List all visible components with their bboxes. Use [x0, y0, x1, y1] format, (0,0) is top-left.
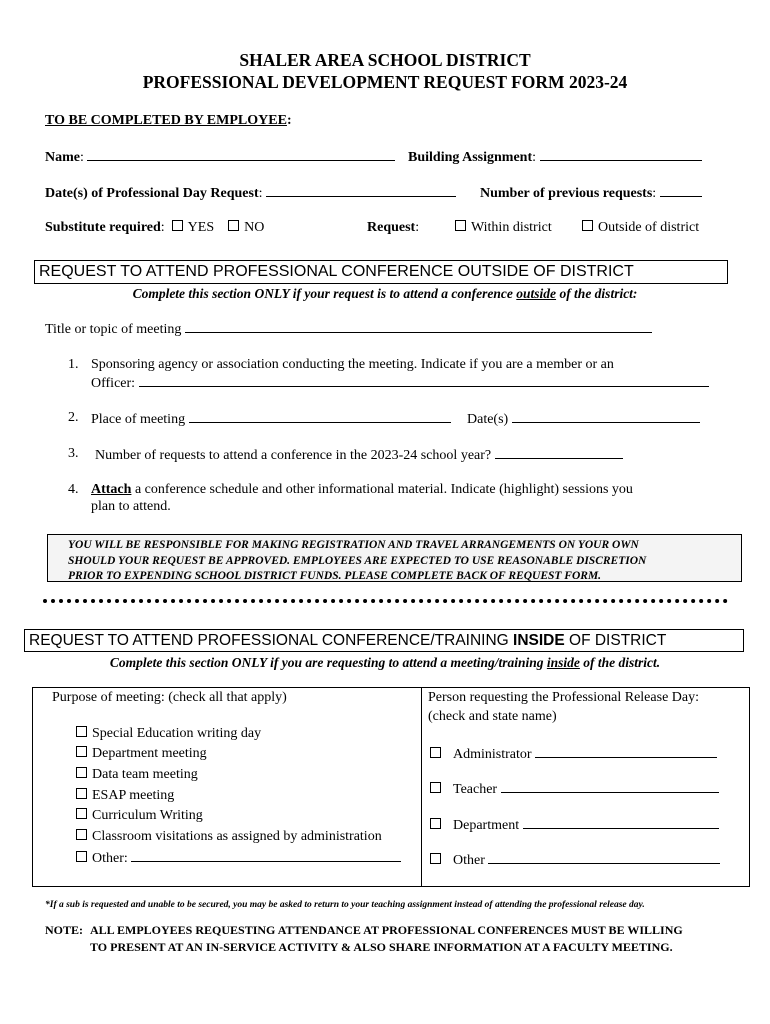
person-checkbox[interactable] [430, 782, 441, 793]
item2-dates-row [467, 410, 700, 428]
outside-district-checkbox[interactable] [582, 220, 593, 231]
outside-section-subtitle: Complete this section ONLY if your request is to attend a conference outside of the district: [132, 286, 638, 301]
purpose-item: Department meeting [76, 746, 207, 762]
purpose-item: Classroom visitations as assigned by administration [76, 829, 382, 845]
person-item: Other [430, 851, 720, 869]
person-name-field[interactable] [523, 816, 719, 829]
yes-label: YES [187, 220, 215, 235]
name-row: Name: [45, 148, 395, 166]
purpose-other-field[interactable] [131, 849, 401, 862]
name-field[interactable] [87, 148, 395, 161]
responsibility-warning: YOU WILL BE RESPONSIBLE FOR MAKING REGISTRATION AND TRAVEL ARRANGEMENTS ON YOUR OWN SHOULD YOUR REQUEST BE APPROVED. EMPLOYEES ARE EXPECTED TO USE REASONABLE DISCRETION PRIOR TO EXPENDING SCHOOL DISTRICT FUNDS. PLEASE COMPLETE BACK OF REQUEST FORM. [47, 534, 742, 582]
dates-row: Date(s) of Professional Day Request: [45, 184, 456, 202]
item3-field[interactable] [495, 446, 623, 459]
request-label: Request [367, 220, 416, 235]
within-option [455, 220, 552, 236]
purpose-item: ESAP meeting [76, 788, 174, 804]
place-field[interactable] [189, 410, 451, 423]
officer-row [91, 374, 709, 392]
person-heading-line1: Person requesting the Professional Release Day: [428, 690, 699, 705]
person-checkbox[interactable] [430, 853, 441, 864]
place-row [91, 410, 451, 428]
employee-heading: TO BE COMPLETED BY EMPLOYEE: [45, 113, 292, 128]
item2-num: 2. [68, 410, 79, 425]
substitute-row: Substitute required: YES NO [45, 220, 265, 235]
topic-field[interactable] [185, 320, 652, 333]
officer-field[interactable] [139, 374, 709, 387]
table-divider [421, 688, 422, 886]
item3-num: 3. [68, 446, 79, 461]
form-title-line1: SHALER AREA SCHOOL DISTRICT [239, 50, 531, 70]
request-row: Request: [367, 220, 420, 235]
section-divider [43, 599, 728, 603]
person-heading-line2: (check and state name) [428, 709, 557, 724]
person-name-field[interactable] [535, 745, 717, 758]
prev-requests-row: Number of previous requests: [480, 184, 702, 202]
item1-num: 1. [68, 357, 79, 372]
purpose-checkbox[interactable] [76, 767, 87, 778]
person-item: Department [430, 816, 719, 834]
dates-label: Date(s) of Professional Day Request [45, 186, 259, 201]
substitute-label: Substitute required [45, 220, 161, 235]
item4-text: Attach a conference schedule and other informational material. Indicate (highlight) sessions you [91, 482, 633, 497]
sub-note: *If a sub is requested and unable to be secured, you may be asked to return to your teaching assignment instead of attending the professional release day. [45, 900, 645, 910]
no-label: NO [244, 220, 265, 235]
within-district-label: Within district [471, 220, 552, 235]
form-title-line2: PROFESSIONAL DEVELOPMENT REQUEST FORM 2023-24 [142, 72, 628, 92]
person-item: Teacher [430, 780, 719, 798]
inside-section-subtitle: Complete this section ONLY if you are requesting to attend a meeting/training inside of the district. [109, 655, 661, 670]
topic-row [45, 320, 652, 338]
prev-requests-label: Number of previous requests [480, 186, 653, 201]
purpose-item: Data team meeting [76, 767, 198, 783]
outside-option [582, 220, 699, 236]
building-row: Building Assignment: [408, 148, 702, 166]
purpose-heading: Purpose of meeting: (check all that apply) [52, 690, 287, 705]
person-checkbox[interactable] [430, 818, 441, 829]
purpose-checkbox[interactable] [76, 746, 87, 757]
purpose-checkbox[interactable] [76, 829, 87, 840]
person-name-field[interactable] [501, 780, 719, 793]
person-item: Administrator [430, 745, 717, 763]
within-district-checkbox[interactable] [455, 220, 466, 231]
purpose-checkbox[interactable] [76, 808, 87, 819]
no-checkbox[interactable] [228, 220, 239, 231]
item4-text-line2: plan to attend. [91, 499, 171, 514]
purpose-item: Special Education writing day [76, 726, 261, 742]
item2-dates-label: Date(s) [467, 412, 509, 427]
place-label: Place of meeting [91, 412, 186, 427]
purpose-checkbox[interactable] [76, 726, 87, 737]
inside-request-table [32, 687, 750, 887]
topic-label: Title or topic of meeting [45, 322, 182, 337]
outside-district-label: Outside of district [598, 220, 700, 235]
purpose-item: Curriculum Writing [76, 808, 203, 824]
item3-row [95, 446, 623, 464]
note-label: NOTE: [45, 923, 84, 937]
prev-requests-field[interactable] [660, 184, 702, 197]
dates-field[interactable] [266, 184, 456, 197]
person-name-field[interactable] [488, 851, 720, 864]
purpose-checkbox[interactable] [76, 851, 87, 862]
building-label: Building Assignment [408, 150, 533, 165]
note-line2: TO PRESENT AT AN IN-SERVICE ACTIVITY & ALSO SHARE INFORMATION AT A FACULTY MEETING. [90, 940, 673, 954]
note-line1: ALL EMPLOYEES REQUESTING ATTENDANCE AT PROFESSIONAL CONFERENCES MUST BE WILLING [90, 923, 683, 937]
name-label: Name [45, 150, 80, 165]
officer-label: Officer: [91, 376, 136, 391]
item4-num: 4. [68, 482, 79, 497]
item3-text: Number of requests to attend a conference in the 2023-24 school year? [95, 448, 492, 463]
item2-dates-field[interactable] [512, 410, 700, 423]
person-checkbox[interactable] [430, 747, 441, 758]
item1-text: Sponsoring agency or association conducting the meeting. Indicate if you are a member or an [91, 357, 614, 372]
inside-section-title: REQUEST TO ATTEND PROFESSIONAL CONFERENCE/TRAINING INSIDE OF DISTRICT [24, 629, 744, 652]
purpose-item: Other: [76, 849, 401, 867]
building-field[interactable] [540, 148, 702, 161]
yes-checkbox[interactable] [172, 220, 183, 231]
outside-section-title: REQUEST TO ATTEND PROFESSIONAL CONFERENCE OUTSIDE OF DISTRICT [34, 260, 728, 284]
purpose-checkbox[interactable] [76, 788, 87, 799]
